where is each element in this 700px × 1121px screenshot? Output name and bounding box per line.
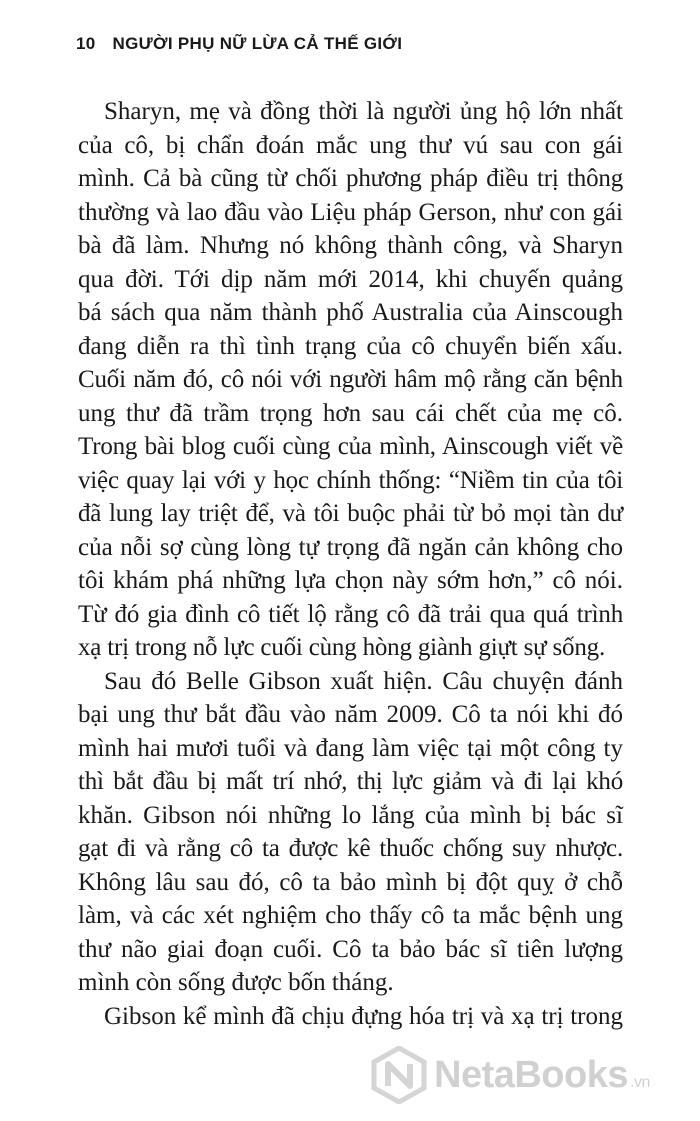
text-line: thư não giai đoạn cuối. Cô ta bảo bác sĩ tiên lượng [78,935,623,963]
text-line: thường và lao đầu vào Liệu pháp Gerson, như con gái [78,198,623,226]
watermark-brand-name: NetaBooks [434,1054,628,1096]
text-line: Không lâu sau đó, cô ta bảo mình bị đột quỵ ở chỗ [78,868,623,896]
text-line: bại ung thư bắt đầu vào năm 2009. Cô ta nói khi đó [78,701,623,728]
netabooks-logo-icon [370,1046,428,1104]
text-line: Từ đó gia đình cô tiết lộ rằng cô đã trải qua quá trình [78,600,623,628]
watermark-brand [434,1054,650,1097]
text-line: làm, và các xét nghiệm cho thấy cô ta mắc bệnh ung [78,902,623,929]
text-line: khăn. Gibson nói những lo lắng của mình bị bác sĩ [78,801,623,829]
text-line: qua đời. Tới dịp năm mới 2014, khi chuyến quảng [78,265,623,293]
text-line: của cô, bị chẩn đoán mắc ung thư vú sau con gái [78,131,623,159]
running-head [76,34,402,54]
text-line: Sharyn, mẹ và đồng thời là người ủng hộ lớn nhất [104,98,623,125]
text-line: đã lung lay triệt để, và tôi buộc phải từ bỏ mọi tàn dư [78,500,623,527]
text-line: việc quay lại với y học chính thống: “Niềm tin của tôi [78,466,623,494]
text-line: thì bắt đầu bị mất trí nhớ, thị lực giảm và đi lại khó [78,768,623,795]
text-line: bà đã làm. Nhưng nó không thành công, và Sharyn [78,232,623,259]
text-line: Cuối năm đó, cô nói với người hâm mộ rằng căn bệnh [78,366,623,393]
watermark-suffix: .vn [630,1074,650,1091]
text-line: đang diễn ra thì tình trạng của cô chuyển biến xấu. [78,332,623,360]
running-title: NGƯỜI PHỤ NỮ LỪA CẢ THẾ GIỚI [112,34,403,53]
watermark [370,1046,695,1106]
text-line: Sau đó Belle Gibson xuất hiện. Câu chuyện đánh [104,667,623,695]
text-line: ung thư đã trầm trọng hơn sau cái chết của mẹ cô. [78,399,623,427]
page-number: 10 [76,34,96,53]
text-line: của nỗi sợ cùng lòng tự trọng đã ngăn cản không cho [78,533,623,561]
text-line: bá sách qua năm thành phố Australia của Ainscough [78,299,623,326]
text-line: Gibson kể mình đã chịu đựng hóa trị và xạ trị trong [104,1002,623,1030]
text-line: xạ trị trong nỗ lực cuối cùng hòng giành giựt sự sống. [78,634,606,661]
text-line: gạt đi và rằng cô ta được kê thuốc chống suy nhược. [78,835,623,862]
body-text [78,95,623,1033]
text-line: tôi khám phá những lựa chọn này sớm hơn,” cô nói. [78,567,623,594]
text-line: mình hai mươi tuổi và đang làm việc tại một công ty [78,734,623,762]
text-line: Trong bài blog cuối cùng của mình, Ainscough viết về [78,433,623,460]
text-line: mình còn sống được bốn tháng. [78,969,394,996]
text-line: mình. Cả bà cũng từ chối phương pháp điều trị thông [78,165,623,192]
